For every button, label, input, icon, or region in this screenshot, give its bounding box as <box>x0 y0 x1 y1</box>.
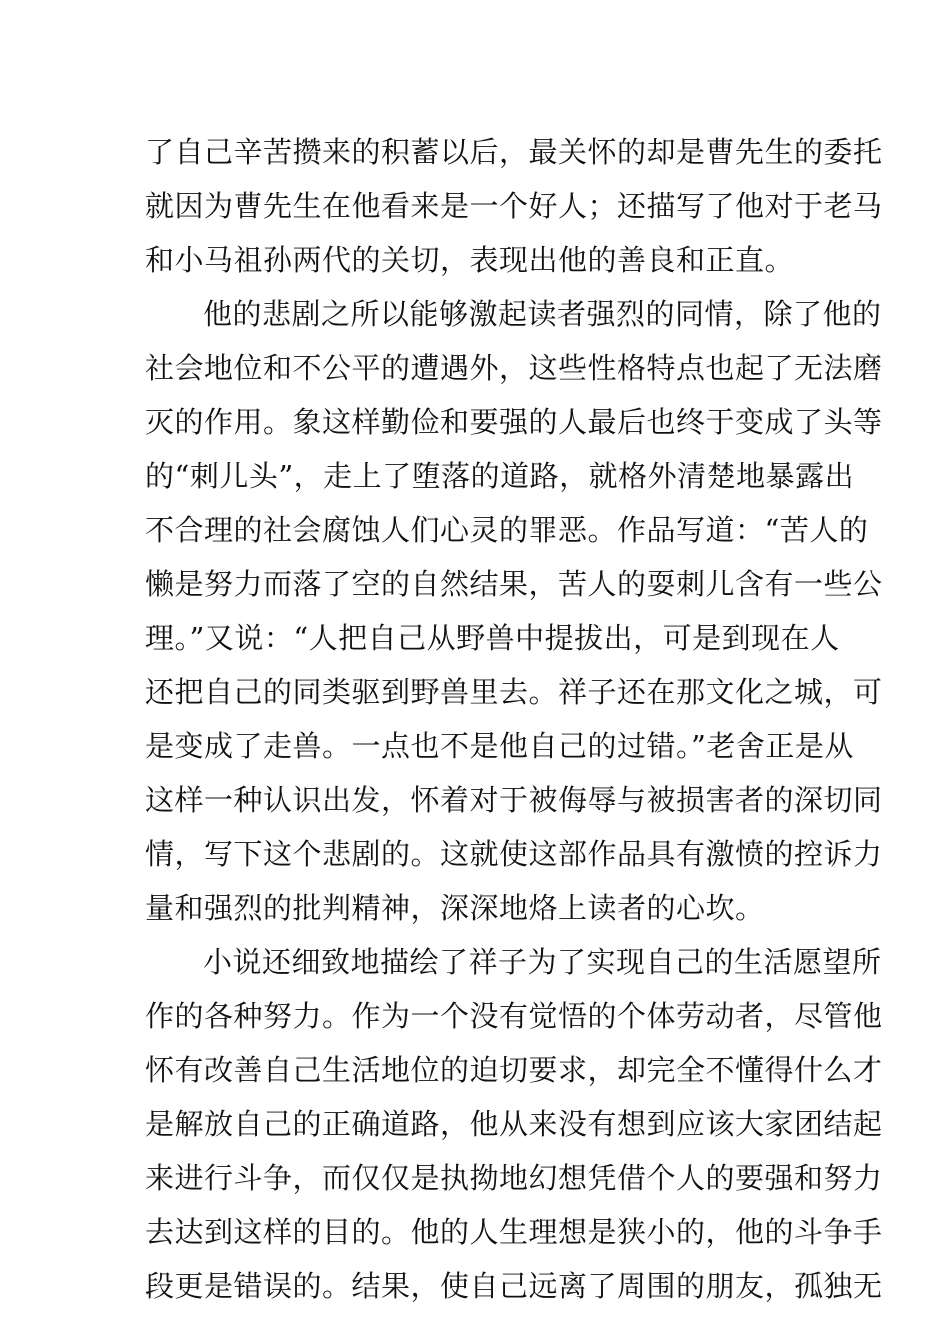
text-line: 量和强烈的批判精神，深深地烙上读者的心坎。 <box>145 891 765 925</box>
text-line: 的“刺儿头”，走上了堕落的道路，就格外清楚地暴露出 <box>145 459 855 493</box>
paragraph-start-line: 小说还细致地描绘了祥子为了实现自己的生活愿望所 <box>203 945 882 979</box>
text-line: 怀有改善自己生活地位的迫切要求，却完全不懂得什么才 <box>145 1053 883 1087</box>
text-line: 了自己辛苦攒来的积蓄以后，最关怀的却是曹先生的委托 <box>145 135 883 169</box>
text-line: 理。”又说：“人把自己从野兽中提拔出，可是到现在人 <box>145 621 840 655</box>
text-line: 社会地位和不公平的遭遇外，这些性格特点也起了无法磨 <box>145 351 883 385</box>
text-line: 就因为曹先生在他看来是一个好人；还描写了他对于老马 <box>145 189 883 223</box>
paragraph-start-line: 他的悲剧之所以能够激起读者强烈的同情，除了他的 <box>203 297 882 331</box>
text-line: 灭的作用。象这样勤俭和要强的人最后也终于变成了头等 <box>145 405 883 439</box>
text-line: 段更是错误的。结果，使自己远离了周围的朋友，孤独无 <box>145 1269 883 1303</box>
text-line: 还把自己的同类驱到野兽里去。祥子还在那文化之城，可 <box>145 675 883 709</box>
text-line: 是解放自己的正确道路，他从来没有想到应该大家团结起 <box>145 1107 883 1141</box>
text-line: 懒是努力而落了空的自然结果，苦人的耍刺儿含有一些公 <box>145 567 883 601</box>
body-text <box>145 125 883 1313</box>
text-line: 和小马祖孙两代的关切，表现出他的善良和正直。 <box>145 243 795 277</box>
text-line: 来进行斗争，而仅仅是执拗地幻想凭借个人的要强和努力 <box>145 1161 883 1195</box>
text-line: 情，写下这个悲剧的。这就使这部作品具有激愤的控诉力 <box>145 837 883 871</box>
text-line: 是变成了走兽。一点也不是他自己的过错。”老舍正是从 <box>145 729 854 763</box>
text-line: 去达到这样的目的。他的人生理想是狭小的，他的斗争手 <box>145 1215 883 1249</box>
text-line: 这样一种认识出发，怀着对于被侮辱与被损害者的深切同 <box>145 783 883 817</box>
text-line: 不合理的社会腐蚀人们心灵的罪恶。作品写道：“苦人的 <box>145 513 869 547</box>
text-line: 作的各种努力。作为一个没有觉悟的个体劳动者，尽管他 <box>145 999 883 1033</box>
